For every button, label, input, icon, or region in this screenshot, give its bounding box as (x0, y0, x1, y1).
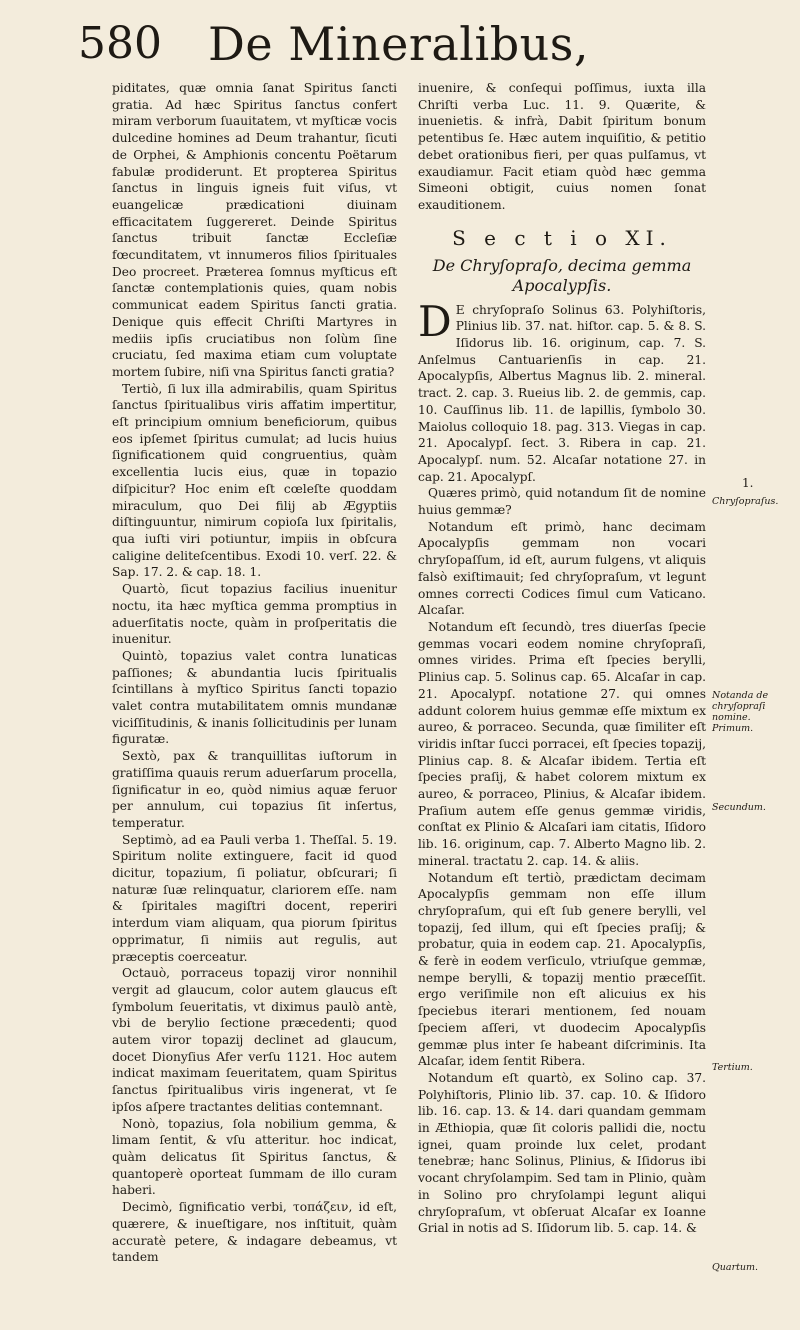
paragraph: Notandum eſt quartò, ex Solino cap. 37. Polyhiſtoris, Plinio lib. 37. cap. 10. & Iſidoro lib. 16. cap. 13. & 14. dari quandam gemmam in Æthiopia, quæ ſit coloris pallidi die, noctu ignei, quam proinde lux celet, prodant tenebræ; hanc Solinus, Plinius, & Iſidorus ibi vocant chryſolampim. Sed tam in Plinio, quàm in Solino pro chryſolampi legunt aliqui chryſopraſum, vt obſeruat Alcaſar ex Ioanne Grial in notis ad S. Iſidorum lib. 5. cap. 14. & (418, 1070, 706, 1236)
margin-note: Tertium. (712, 1062, 753, 1073)
paragraph: inuenire, & conſequi poſſimus, iuxta illa Chriſti verba Luc. 11. 9. Quærite, & inuenietis. & infrà, Dabit ſpiritum bonum petentibus ſe. Hæc autem inquiſitio, & petitio debet orationibus fieri, per quas pulſamus, vt exaudiamur. Facit etiam quòd hæc gemma Simeoni obtigit, cuius nomen ſonat exauditionem. (418, 81, 706, 212)
paragraph: Decimò, ſignificatio verbi, τοπάζειν, id eſt, quærere, & inueſtigare, nos inſtituit, quàm accuratè petere, & indagare debeamus, vt tandem (112, 1200, 397, 1265)
paragraph: Nonò, topazius, ſola nobilium gemma, & limam ſentit, & vſu atteritur. hoc indicat, quàm delicatus ſit Spiritus ſanctus, & quantoperè oporteat ſummam de illo curam haberi. (112, 1116, 397, 1198)
left-column (112, 80, 397, 1266)
drop-capital: D (418, 296, 452, 346)
paragraph: Quæres primò, quid notandum ſit de nomine huius gemmæ? (418, 486, 706, 518)
right-column (418, 80, 706, 1237)
paragraph: Quintò, topazius valet contra lunaticas paſſiones; & abundantia lucis ſpiritualis ſcintillans à myſtico Spiritus ſancti topazio valet contra mutabilitatem omnis mundanæ viciſſitudinis, & inanis ſollicitudinis per lunam figuratæ. (112, 648, 397, 747)
paragraph: piditates, quæ omnia ſanat Spiritus ſancti gratia. Ad hæc Spiritus ſanctus confert miram verborum ſuauitatem, vt myſticæ vocis dulcedine homines ad Deum trahantur, ſicuti de Orphei, & Amphionis concentu Poëtarum fabulæ prodiderunt. Et propterea Spiritus ſanctus in linguis igneis fuit viſus, vt euangelicæ prædicationi diuinam efficacitatem ſuggereret. Deinde Spiritus ſanctus tribuit ſanctæ Eccleſiæ fœcunditatem, vt innumeros filios ſpirituales Deo procreet. Præterea ſomnus myſticus eſt ſanctæ contemplationis quies, quam nobis communicat eadem Spiritus ſancti gratia. Denique quis effecit Chriſti Martyres in mediis ipſis cruciatibus non ſolùm ſine cruciatu, ſed maxima etiam cum voluptate mortem ſubire, niſi vna Spiritus ſancti gratia? (112, 81, 397, 379)
paragraph: Notandum eſt primò, hanc decimam Apocalypſis gemmam non vocari chryſopaſſum, id eſt, aurum fulgens, vt aliquis falsò exiſtimauit; ſed chryſopraſum, vt legunt omnes correcti Codices ſimul cum Vaticano. Alcaſar. (418, 519, 706, 618)
margin-note: Secundum. (712, 802, 766, 813)
paragraph (418, 296, 706, 486)
margin-note: 1. (742, 476, 754, 490)
running-title: De Mineralibus, (208, 17, 590, 71)
paragraph: Tertiò, ſi lux illa admirabilis, quam Spiritus ſanctus ſpiritualibus viris affatim impertitur, eſt principium omnium beneficiorum, quibus eos ipſemet ſpiritus cumulat; ad lucis huius ſignificationem quid congruentius, quàm excellentia lucis eius, quæ in topazio diſpicitur? Hoc enim eſt cœleſte quoddam miraculum, quo Dei filij ab Ægyptiis diſtinguuntur, nimirum copioſa lux ſpiritalis, qua iuſti viri potiuntur, impiis in obſcura caligine deliteſcentibus. Exodi 10. verſ. 22. & Sap. 17. 2. & cap. 18. 1. (112, 381, 397, 580)
section-heading: S e c t i o XI. (452, 225, 672, 250)
paragraph: Notandum eſt ſecundò, tres diuerſas ſpecie gemmas vocari eodem nomine chryſopraſi, omnes virides. Prima eſt ſpecies berylli, Plinius cap. 5. Solinus cap. 65. Alcaſar in cap. 21. Apocalypſ. notatione 27. qui omnes addunt colorem huius gemmæ eſſe mixtum ex aureo, & porraceo. Secunda, quæ ſimiliter eſt viridis inſtar ſucci porracei, eſt ſpecies topazij, Plinius cap. 8. & Alcaſar ibidem. Tertia eſt ſpecies praſij, & habet colorem mixtum ex aureo, & porraceo, Plinius, & Alcaſar ibidem. Praſium autem eſſe genus gemmæ viridis, conſtat ex Plinio & Alcaſari iam citatis, Iſidoro lib. 16. originum, cap. 7. Alberto Magno lib. 2. mineral. tractatu 2. cap. 14. & aliis. (418, 619, 706, 868)
paragraph-text: E chryſopraſo Solinus 63. Polyhiſtoris, Plinius lib. 37. nat. hiſtor. cap. 5. & 8. S. Iſidorus lib. 16. originum, cap. 7. S. Anſelmus Cantuarienſis in cap. 21. Apocalypſis, Albertus Magnus lib. 2. mineral. tract. 2. cap. 3. Rueius lib. 2. de gemmis, cap. 10. Cauſſinus lib. 11. de lapillis, ſymbolo 30. Maiolus colloquio 18. pag. 313. Viegas in cap. 21. Apocalypſ. ſect. 3. Ribera in cap. 21. Apocalypſ. num. 52. Alcaſar notatione 27. in cap. 21. Apocalypſ. (418, 302, 706, 484)
paragraph: Sextò, pax & tranquillitas iuſtorum in gratiſſima quauis rerum aduerſarum procella, ſignificatur in eo, quòd nimius aquæ feruor per annulum, cui topazius ſit inſertus, temperatur. (112, 749, 397, 830)
margin-note: Notanda de chryſopraſi nomine. Primum. (712, 690, 769, 734)
paragraph: Notandum eſt tertiò, prædictam decimam Apocalypſis gemmam non eſſe illum chryſopraſum, qui eſt ſub genere berylli, vel topazij, ſed illum, qui eſt ſpecies praſij; & probatur, quia in eodem cap. 21. Apocalypſis, & ferè in eodem verſiculo, vtriuſque gemmæ, nempe berylli, & topazij mentio præceſſit. ergo veriſimile non eſt alicuius ex his ſpeciebus iterari mentionem, ſed nouam ſpeciem aſſeri, vt duodecim Apocalypſis gemmæ plus inter ſe habeant diſcriminis. Ita Alcaſar, idem ſentit Ribera. (418, 870, 706, 1069)
margin-note: Quartum. (712, 1262, 759, 1273)
page-header (78, 14, 760, 74)
paragraph: Octauò, porraceus topazij viror nonnihil vergit ad glaucum, color autem glaucus eſt ſymbolum ſeueritatis, vt diximus paulò antè, vbi de berylio ſectione præcedenti; quod autem viror topazij declinet ad glaucum, docet Dionyſius Afer verſu 1121. Hoc autem indicat maximam ſeueritatem, quam Spiritus ſanctus ſpiritualibus viris ingenerat, vt ſe ipſos aſpere tractantes delitias contemnant. (112, 966, 397, 1114)
paragraph: Quartò, ſicut topazius facilius inuenitur noctu, ita hæc myſtica gemma promptius in aduerſitatis nocte, quàm in proſperitatis die inuenitur. (112, 582, 397, 647)
margin-note: Chryſopraſus. (712, 496, 779, 507)
section-title: De Chryſopraſo, decima gemma Apocalypſis. (432, 255, 692, 295)
paragraph: Septimò, ad ea Pauli verba 1. Theſſal. 5. 19. Spiritum nolite extinguere, facit id quod dicitur, topazium, ſi poliatur, obſcurari; ſi naturæ ſuæ relinquatur, clariorem eſſe. nam & ſpiritales magiſtri docent, reperiri interdum viam aliquam, qua piorum ſpiritus opprimatur, ſi nimiis aut regulis, aut præceptis coerceatur. (112, 832, 397, 964)
page-number: 580 (78, 18, 162, 69)
